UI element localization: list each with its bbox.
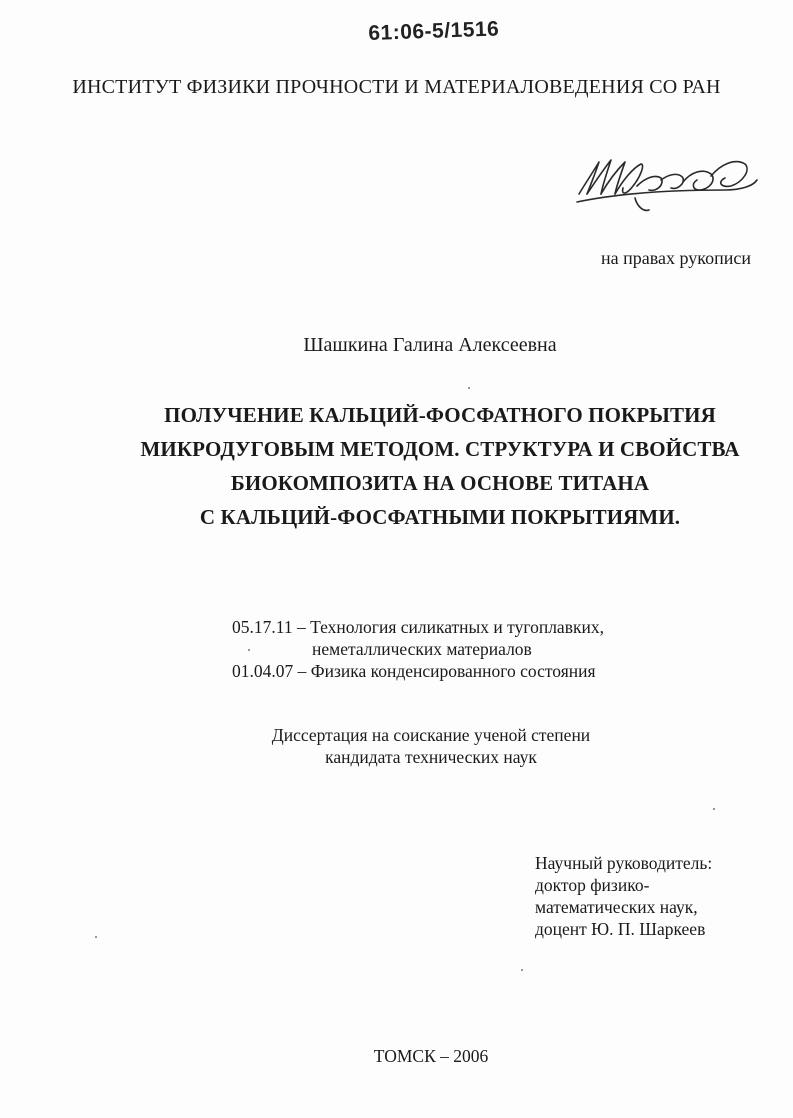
specialty-line: 01.04.07 – Физика конденсированного состояния (232, 661, 596, 681)
scan-speck (248, 649, 250, 651)
author-name: Шашкина Галина Алексеевна (303, 334, 557, 356)
supervisor-line: доцент Ю. П. Шаркеев (535, 919, 706, 939)
scientific-supervisor (535, 852, 712, 940)
scan-speck (521, 969, 523, 971)
degree-line: кандидата технических наук (325, 747, 537, 767)
scan-speck (468, 387, 470, 389)
handwritten-signature (575, 150, 760, 220)
supervisor-line: доктор физико- (535, 875, 650, 895)
specialty-codes (232, 616, 604, 682)
manuscript-rights-note: на правах рукописи (601, 248, 751, 268)
specialty-line: неметаллических материалов (312, 639, 532, 659)
scan-speck (713, 808, 715, 810)
degree-line: Диссертация на соискание ученой степени (271, 725, 591, 745)
city-and-year: ТОМСК – 2006 (373, 1046, 489, 1066)
supervisor-line: Научный руководитель: (535, 853, 713, 873)
institute-name: ИНСТИТУТ ФИЗИКИ ПРОЧНОСТИ И МАТЕРИАЛОВЕДЕНИЯ СО РАН (72, 76, 721, 98)
scan-speck (95, 936, 97, 938)
degree-statement (0, 724, 793, 768)
title-line: ПОЛУЧЕНИЕ КАЛЬЦИЙ-ФОСФАТНОГО ПОКРЫТИЯ (164, 403, 716, 427)
title-line: МИКРОДУГОВЫМ МЕТОДОМ. СТРУКТУРА И СВОЙСТВА (140, 437, 740, 461)
title-line: БИОКОМПОЗИТА НА ОСНОВЕ ТИТАНА (230, 471, 650, 495)
specialty-line: 05.17.11 – Технология силикатных и тугоплавких, (232, 617, 604, 637)
archive-code: 61:06-5/1516 (368, 17, 500, 45)
title-line: С КАЛЬЦИЙ-ФОСФАТНЫМИ ПОКРЫТИЯМИ. (199, 505, 681, 529)
dissertation-title (0, 398, 793, 534)
supervisor-line: математических наук, (535, 897, 698, 917)
